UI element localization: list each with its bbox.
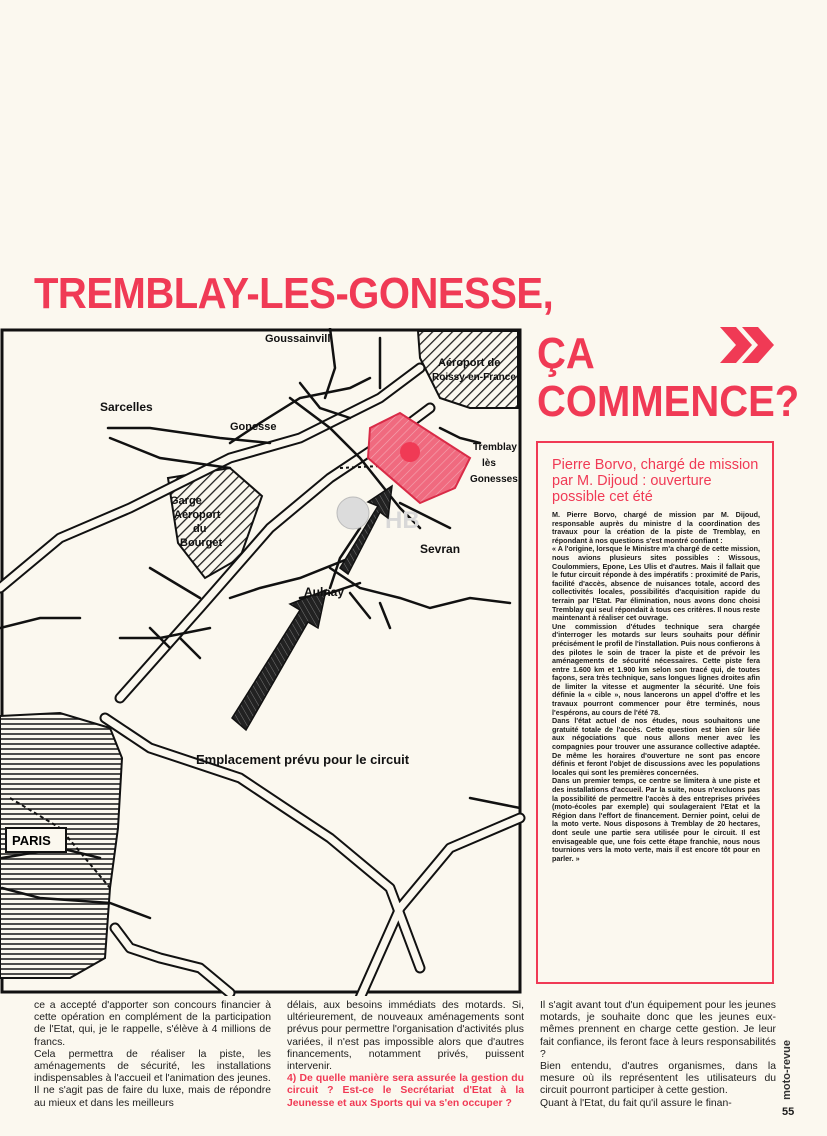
- label-gonesse: Gonesse: [230, 421, 277, 433]
- sidebox-paragraph: Dans l'état actuel de nos études, nous souhaitons une gratuité totale de l'accès. Cette question est bien sûr liée aux négociations que nous allons mener avec les compagnies pour trouver une assurance collective adaptée. De même les horaires d'ouverture ne sont pas encore définis et feront l'objet de discussions avec les populations locales qui sont les premières concernées.: [552, 716, 760, 777]
- body-paragraph: Il ne s'agit pas de faire du luxe, mais de répondre au mieux et dans les meilleurs: [34, 1085, 271, 1109]
- label-roissy-2: Roissy-en-France: [432, 372, 516, 383]
- double-chevron-right-icon: [720, 325, 776, 365]
- label-tremblay-2: lès: [482, 458, 496, 469]
- body-column-1: [34, 1000, 271, 1110]
- interview-question: 4) De quelle manière sera assurée la gestion du circuit ? Est-ce le Secrétariat d'Etat à la Jeunesse et aux Sports qui va s'en occuper ?: [287, 1073, 524, 1109]
- label-garge: Garge: [170, 495, 202, 507]
- magazine-name: moto-revue: [781, 1040, 793, 1100]
- label-paris: PARIS: [12, 833, 51, 848]
- label-sevran: Sevran: [420, 542, 461, 556]
- label-bourget-3: Bourget: [180, 537, 223, 549]
- sidebox-title: Pierre Borvo, chargé de mission par M. Dijoud : ouverture possible cet été: [552, 457, 759, 505]
- label-bourget-1: Aéroport: [174, 509, 221, 521]
- body-paragraph: Il s'agit avant tout d'un équipement pour les jeunes motards, je souhaite donc que les jeunes eux-mêmes prennent en charge cette gestion. Je leur fait confiance, ils feront face à leurs responsabilités ?: [540, 1000, 776, 1060]
- page-number: 55: [782, 1106, 795, 1118]
- body-paragraph: ce a accepté d'apporter son concours financier à cette opération en complément de la participation de l'Etat, qui, je le rappelle, s'élève à 4 millions de francs.: [34, 1000, 271, 1048]
- sidebox-paragraph: Dans un premier temps, ce centre se limitera à une piste et des installations d'accueil. Par la suite, nous n'excluons pas la possibilité de permettre l'accès à des entreprises privées (moto-écoles par exemple) qui soulageraient l'Etat et la Région dans l'effort de financement. Dernier point, celui de la moto verte. Nous disposons à Tremblay de 20 hectares, dont seule une partie sera utilisée pour le circuit. Il est envisageable que, une fois cette étape franchie, nous nous tournions vers la moto verte, mais il est encore tôt pour en parler. »: [552, 776, 760, 863]
- body-paragraph: Bien entendu, d'autres organismes, dans la mesure où ils représentent les utilisateurs du circuit pourront participer à cette gestion.: [540, 1061, 776, 1097]
- svg-text:HB: HB: [385, 507, 420, 534]
- roissy-airport-area: [418, 331, 518, 408]
- headline-ca: ÇA: [537, 330, 595, 378]
- sidebox-paragraph: « A l'origine, lorsque le Ministre m'a chargé de cette mission, nous avions plusieurs sites possibles : Wissous, Coulommiers, Epone, Les Ulis et d'autres. Mais il fallait que le futur circuit réponde à des impératifs : proximité de Paris, facilité d'accès, absence de nuisances totale, accord des collectivités locales, possibilités d'acquisition rapide du terrain par l'Etat. Par élimination, nous avons donc choisi Tremblay qui seul répondait à tous ces critères. Il nous reste maintenant à réaliser cet ouvrage.: [552, 544, 760, 623]
- sidebox-intro: M. Pierre Borvo, chargé de mission par M. Dijoud, responsable auprès du ministre d la coordination des travaux pour la création de la piste de Tremblay, en répondant à nos questions s'est montré confiant :: [552, 510, 760, 545]
- label-roissy-1: Aéroport de: [438, 357, 501, 369]
- label-tremblay-1: Tremblay: [473, 442, 517, 453]
- headline-main: TREMBLAY-LES-GONESSE,: [34, 270, 554, 318]
- label-emplacement: Emplacement prévu pour le circuit: [196, 752, 410, 767]
- body-paragraph: délais, aux besoins immédiats des motards. Si, ultérieurement, de nouveaux aménagements sont prévus pour permettre l'organisation d'activités plus variées, il n'est pas impossible alors que d'autres financements, notamment privés, puissent intervenir.: [287, 1000, 524, 1073]
- label-goussainville: Goussainvill: [265, 333, 331, 345]
- body-paragraph: Cela permettra de réaliser la piste, les aménagements de sécurité, les installations indispensables à l'accueil et l'animation des jeunes.: [34, 1048, 271, 1085]
- headline-commence: COMMENCE?: [537, 378, 800, 426]
- body-column-2: [287, 1000, 524, 1110]
- sidebox-paragraph: Une commission d'études technique sera chargée d'interroger les motards sur leurs souhaits pour définir précisément le profil de l'installation. Puis nous confierons à des pilotes le soin de tracer la piste et de prévoir les aménagements de sécurité nécessaires. Cette piste fera entre 1.600 km et 1.900 km selon son tracé qui, de toutes façons, sera très technique, sans longues lignes droites afin de limiter la vitesse et augmenter la sécurité. Une fois définie la « cible », nous lancerons un appel d'offre et les travaux pourront commencer pour être terminés, nous l'espérons, au cours de l'été 78.: [552, 621, 760, 717]
- label-sarcelles: Sarcelles: [100, 400, 153, 414]
- location-map: [0, 328, 530, 996]
- body-column-3: [540, 1000, 776, 1110]
- label-tremblay-3: Gonesses: [470, 474, 518, 485]
- tremblay-site: [368, 413, 470, 503]
- circuit-arrow: [232, 590, 326, 730]
- label-bourget-2: du: [193, 523, 207, 535]
- body-paragraph: Quant à l'Etat, du fait qu'il assure le finan-: [540, 1097, 732, 1109]
- interview-sidebox: [536, 441, 774, 984]
- label-aulnay: Aulnay: [304, 585, 345, 599]
